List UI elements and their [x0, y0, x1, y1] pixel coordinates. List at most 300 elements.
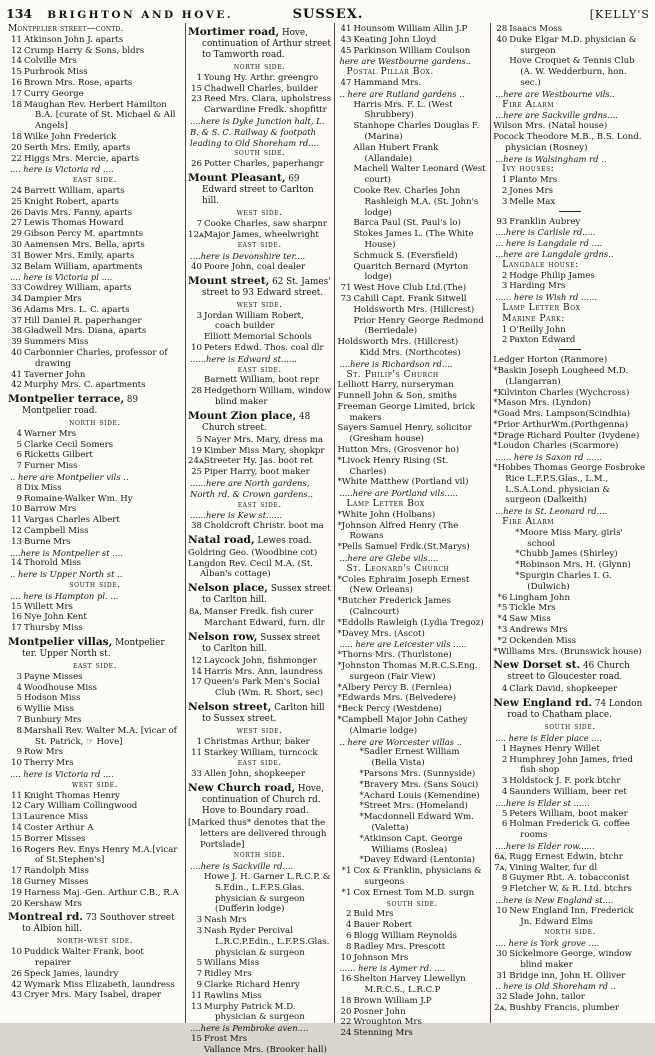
entry-text: Shelton Harvey Llewellyn M.R.C.S., L.R.C.P: [353, 974, 466, 995]
side-label: east side.: [237, 240, 282, 251]
entry: [8, 370, 182, 381]
entry: [493, 35, 647, 57]
entry: [8, 56, 182, 67]
entry: *Atkinson Capt. George Williams (Roslea): [359, 833, 463, 855]
here-note: ......here are North gardens, North rd. & Crown gardens..: [190, 477, 314, 499]
entry-text: Franklin Aubrey: [509, 216, 581, 227]
entry-text: Hammand Mrs.: [353, 77, 422, 88]
entry-text: Therry Mrs: [24, 758, 74, 769]
entry: *Street Mrs. (Homeland): [359, 801, 468, 812]
entry-text: Hodge Philip James: [509, 270, 595, 281]
page-number: 134: [6, 6, 33, 21]
street-description: 89 Montpelier road.: [22, 395, 139, 417]
entry-text: Vallance Mrs. (Brooker hall): [204, 1044, 327, 1055]
house-number: 17: [11, 88, 22, 99]
entry-text: Adams Mrs. L. C. aparts: [24, 304, 130, 315]
smallcaps-label: St. Leonard's Church: [346, 563, 450, 574]
house-number: 18: [340, 995, 352, 1006]
entry-text: Rawlins Miss: [204, 990, 262, 1001]
entry: [188, 991, 331, 1002]
entry-text: Slade John, tailor: [509, 992, 585, 1003]
entry-text: Piper Harry, boot maker: [204, 467, 310, 478]
entry: *Coles Ephraim Joseph Ernest (New Orleans): [337, 574, 470, 596]
house-number: 16: [11, 612, 22, 623]
entry: [188, 446, 331, 457]
entry: [8, 461, 182, 472]
entry-text: Purbrook Miss: [24, 67, 88, 78]
entry: Pocock Theodore M.B., B.S. Lond. physician (Rosney): [493, 131, 642, 153]
house-number: 73: [340, 293, 352, 304]
entry: [8, 450, 182, 461]
entry: [337, 866, 487, 888]
entry: [8, 877, 182, 888]
entry-text: Posner John: [353, 1006, 406, 1017]
house-number: 30: [496, 948, 508, 959]
house-number: 47: [340, 77, 352, 88]
entry-text: Planto Mrs: [509, 175, 558, 186]
entry: [8, 240, 182, 251]
side-label: north-west side.: [56, 936, 134, 947]
house-number: 7: [16, 715, 22, 726]
house-number: 33: [11, 283, 22, 294]
entry-text: Borrer Misses: [24, 833, 86, 844]
entry-text: Christmas Arthur, baker: [204, 736, 310, 747]
house-number: 5: [196, 434, 203, 445]
entry-text: Davis Mrs. Fanny, aparts: [24, 207, 133, 218]
entry-text: Bauer Robert: [353, 920, 413, 931]
entry: [188, 748, 331, 759]
here-note: ....here is Elder row......: [495, 840, 595, 851]
house-number: 15: [11, 833, 22, 844]
house-number: 9: [196, 980, 203, 990]
entry-text: Cowdrey William, aparts: [24, 283, 132, 294]
side-label: east side.: [237, 758, 282, 769]
street-heading: [188, 783, 331, 817]
street-heading: [188, 583, 331, 606]
entry: [188, 656, 331, 667]
house-number: 12: [11, 526, 22, 537]
entry: [493, 809, 647, 820]
house-number: 4: [501, 787, 508, 797]
house-number: 8: [345, 941, 352, 952]
house-number: 15: [191, 83, 203, 94]
house-number: 1: [501, 324, 508, 335]
house-number: 10: [11, 947, 22, 958]
entry-text: Barca Paul (St. Paul's lo): [353, 218, 461, 229]
entry: [493, 949, 647, 971]
house-number: 42: [11, 979, 22, 990]
house-number: 32: [496, 992, 508, 1003]
entry: [8, 515, 182, 526]
entry: [493, 906, 647, 928]
house-number: 11: [191, 990, 203, 1001]
entry: [8, 294, 182, 305]
header-area-title: BRIGHTON AND HOVE.: [47, 9, 233, 21]
section-divider: [493, 346, 647, 355]
entry-text: Serth Mrs. Emily, aparts: [24, 142, 131, 153]
house-number: 24: [11, 185, 22, 196]
house-number: 7ᴀ,: [494, 862, 508, 873]
entry-text: Cary William Collingwood: [24, 801, 138, 812]
street-name: Mount Pleasant,: [188, 171, 286, 184]
entry: *Moore Miss Mary, girls' school: [515, 527, 623, 549]
house-number: 11: [11, 790, 22, 801]
entry-text: Clark David, shopkeeper: [509, 684, 618, 695]
entry: [493, 217, 647, 228]
entry: Goldring Geo. (Woodbine cot): [188, 547, 318, 558]
entry-text: West Hove Club Ltd.(The): [353, 283, 467, 294]
here-note: ...here is St. Leonard rd....: [495, 506, 608, 517]
entry: [8, 337, 182, 348]
here-note: .... here is Victoria rd ....: [10, 164, 114, 175]
house-number: 24ᴀ,: [188, 456, 207, 467]
entry: [188, 737, 331, 748]
entry-text: Murphy Patrick M.D. physician & surgeon: [204, 1001, 305, 1023]
header-left: [6, 3, 264, 22]
house-number: 25: [11, 196, 22, 207]
entry: *Johnson Alfred Henry (The Rowans: [337, 520, 459, 542]
house-number: 37: [11, 315, 22, 326]
side-label: east side.: [72, 175, 118, 186]
house-number: 30: [11, 239, 22, 250]
side-label: east side.: [237, 364, 282, 375]
here-note: ....here is Montpelier st ....: [10, 547, 123, 558]
street-name: Mount street,: [188, 274, 270, 287]
entry: [188, 84, 331, 95]
street-name: Nelson row,: [188, 630, 258, 643]
here-note: ...... here is Saxon rd ......: [495, 452, 603, 463]
entry: [188, 375, 331, 386]
entry: [493, 24, 647, 35]
here-note: ...here is Walsingham rd ..: [495, 153, 607, 164]
entry: [8, 262, 182, 273]
entry: [337, 262, 487, 284]
entry-text: Vining Walter, fur dl: [509, 862, 598, 873]
house-number: 24: [340, 1028, 352, 1039]
here-note: .... here is Victoria pl ....: [10, 272, 113, 283]
house-number: 7: [196, 218, 203, 229]
house-number: 2ᴀ,: [494, 1002, 508, 1013]
entry-text: Ricketts Gilbert: [24, 450, 93, 461]
header-county-title: SUSSEX.: [292, 7, 364, 22]
entry-text: Wroughton Mrs: [353, 1017, 422, 1028]
here-note: .... here is Elder place ....: [495, 733, 602, 744]
entry: [188, 667, 331, 678]
entry: [493, 197, 647, 208]
entry: *Mason Mrs. (Lyndon): [493, 398, 591, 409]
entry: [188, 386, 331, 408]
entry: [8, 602, 182, 613]
here-note: .. here are Montpelier vils ..: [10, 472, 129, 483]
house-number: 4: [16, 682, 22, 693]
entry-text: Major James, wheelwright: [204, 229, 319, 240]
entry-text: Taverner John: [24, 369, 86, 380]
entry: [188, 915, 331, 926]
entry: [493, 863, 647, 874]
entry-text: Aamensen Mrs. Bella, aprts: [24, 239, 145, 250]
entry: *Loudon Charles (Scarmore): [493, 441, 619, 452]
house-number: 4: [345, 920, 352, 931]
smallcaps-label: Ivy houses:: [502, 164, 555, 175]
entry: *Prior ArthurWm.(Porthgenna): [493, 419, 629, 430]
house-number: 6ᴀ,: [494, 851, 508, 862]
street-description: Hove, continuation of Arthur street to Tamworth road.: [202, 28, 331, 60]
side-label: south side.: [234, 148, 286, 159]
entry: [8, 504, 182, 515]
entry: [493, 614, 647, 625]
entry-text: Peters William, boot maker: [509, 808, 628, 819]
house-number: 6: [16, 704, 22, 715]
entry: [8, 483, 182, 494]
entry-text: Ridley Mrs: [204, 969, 252, 980]
entry-text: Colville Mrs: [24, 56, 77, 67]
entry: [8, 208, 182, 219]
entry: [337, 1028, 487, 1039]
here-note: ......here is Edward st......: [190, 353, 297, 364]
entry-text: Kershaw Mrs: [24, 898, 82, 909]
entry: [8, 440, 182, 451]
street-continued-heading: Montpelier street—contd.: [8, 24, 124, 34]
house-number: 20: [11, 142, 22, 153]
entry: [188, 230, 331, 241]
entry: [188, 1034, 331, 1045]
entry: [493, 852, 647, 863]
house-number: 25: [191, 467, 203, 478]
house-number: 15: [11, 67, 22, 78]
entry: [337, 78, 487, 89]
entry: [188, 73, 331, 84]
side-label: north side.: [233, 850, 286, 861]
house-number: 17: [191, 677, 203, 688]
entry: [8, 726, 182, 748]
entry: *White Matthew (Portland vil): [337, 477, 469, 488]
entry-text: Andrews Mrs: [509, 625, 568, 636]
entry: *Sadler Ernest William (Bella Vista): [359, 747, 460, 769]
entry: Ledger Horton (Ranmore): [493, 355, 608, 366]
entry: [493, 603, 647, 614]
entry: [8, 693, 182, 704]
entry: *Davey Edward (Lentonia): [359, 855, 475, 866]
entry: *Pells Samuel Frdk.(St.Marys): [337, 542, 470, 553]
entry-text: Barrow Mrs: [24, 504, 77, 515]
entry: [8, 348, 182, 370]
entry: [8, 990, 182, 1001]
entry: [8, 35, 182, 46]
entry-text: Cooke Charles, saw sharpnr: [204, 218, 327, 229]
street-description: 69 Edward street to Carlton hill.: [202, 173, 314, 206]
entry-text: Higgs Mrs. Mercie, aparts: [24, 153, 139, 164]
street-heading: [8, 637, 182, 660]
entry-text: Bunbury Mrs: [24, 715, 82, 726]
entry: [493, 992, 647, 1003]
entry: [493, 873, 647, 884]
entry: [8, 89, 182, 100]
entry-text: Woodhouse Miss: [24, 682, 97, 693]
street-heading: [8, 912, 182, 935]
entry: [8, 305, 182, 316]
side-label: south side.: [69, 580, 121, 591]
entry-text: Marchant Edward, furn. dlr: [204, 618, 325, 629]
street-heading: [188, 411, 331, 434]
house-number: 38: [191, 521, 203, 532]
smallcaps-label: Marine Park:: [502, 313, 565, 324]
house-number: 2: [501, 335, 508, 346]
entry: [8, 132, 182, 143]
here-note: .. here are Worcester villas ..: [339, 736, 463, 747]
entry-text: Young Hy. Arthr. greengro: [204, 72, 319, 83]
street-description: Carlton hill to Sussex street.: [202, 703, 325, 725]
entry-text: Hove Croquet & Tennis Club (A. W. Wedderburn, hon. sec.): [509, 56, 635, 88]
entry: *Bravery Mrs. (Sans Souci): [359, 779, 479, 790]
side-label: north side.: [544, 927, 596, 938]
house-number: 12: [11, 45, 22, 56]
entry: [188, 926, 331, 958]
house-number: 10: [11, 504, 22, 515]
house-number: 17: [11, 623, 22, 634]
entry-text: Burne Mrs: [24, 536, 71, 547]
entry: [493, 625, 647, 636]
street-description: Sussex street to Carlton hill.: [202, 584, 331, 606]
entry: [8, 704, 182, 715]
page-header: [6, 3, 650, 23]
entry: [8, 888, 182, 899]
entry-text: Isaacs Moss: [509, 24, 563, 34]
house-number: 32: [11, 261, 22, 272]
entry: *Campbell Major John Cathey (Almarie lodge): [337, 715, 468, 736]
street-description: 48 Church street.: [202, 411, 311, 433]
house-number: 6: [16, 450, 22, 461]
house-number: 14: [191, 666, 203, 677]
entry: [337, 35, 487, 46]
house-number: 13: [191, 1001, 203, 1012]
side-label: west side.: [236, 207, 283, 218]
entry: [493, 971, 647, 982]
entry-text: Vargas Charles Albert: [24, 515, 120, 526]
entry: [337, 920, 487, 931]
entry-text: Sickelmore George, window blind maker: [509, 948, 632, 970]
entry: [8, 67, 182, 78]
house-number: 31: [496, 970, 508, 981]
entry: *Thorns Mrs. (Thurlstone): [337, 650, 452, 661]
street-description: 62 St. James' street to 93 Edward street.: [202, 276, 331, 298]
here-note: ...... here is Aymer rd. ....: [339, 963, 446, 974]
house-number: 13: [11, 812, 22, 823]
side-label: north side.: [69, 418, 121, 429]
entry: [8, 801, 182, 812]
section-divider: [493, 208, 647, 217]
entry-text: Stokes James L. (The White House): [353, 229, 474, 250]
entry: [337, 1007, 487, 1018]
house-number: 40: [11, 347, 22, 358]
entry-text: Bushby Francis, plumber: [509, 1002, 619, 1013]
here-note: ....here is Pembroke aven....: [190, 1023, 309, 1034]
here-note: ...here are Langdale grdns..: [495, 248, 614, 259]
entry: [188, 618, 331, 629]
entry: Hutton Mrs. (Grosvenor ho): [337, 445, 460, 456]
entry: [188, 1002, 331, 1024]
side-label: west side.: [236, 299, 283, 310]
here-note: ......here is Kew st......: [190, 510, 283, 521]
entry: [337, 283, 487, 294]
street-heading: [8, 394, 182, 417]
entry-text: Peters Edwd. Thos. coal dlr: [204, 342, 324, 353]
entry: [8, 526, 182, 537]
entry: [493, 271, 647, 282]
entry-text: Gladwell Mrs. Diana, aparts: [24, 326, 147, 337]
entry: [8, 429, 182, 440]
house-number: 43: [340, 34, 352, 45]
entry-text: Nayer Mrs. Mary, dress ma: [204, 434, 323, 445]
entry: [8, 537, 182, 548]
entry-text: Johnson Mrs: [353, 952, 409, 963]
entry-text: Willett Mrs: [24, 601, 73, 612]
entry-text: Rogers Rev. Enys Henry M.A.[vicar of St.Stephen's]: [24, 844, 178, 866]
entry: Freeman George Limited, brick makers: [337, 401, 476, 423]
entry-text: Crump Harry & Sons, bldrs: [24, 45, 145, 56]
entry: Wilson Mrs. (Natal house): [493, 121, 608, 132]
entry: [188, 456, 331, 467]
house-number: 31: [11, 250, 22, 261]
house-number: 19: [191, 445, 203, 456]
here-note: .. here are Rutland gardens ..: [339, 88, 465, 99]
entry-text: Hedgethorn William, window blind maker: [204, 386, 332, 407]
entry: [188, 1045, 331, 1056]
entry-text: Schmuck S. (Eversfield): [353, 250, 458, 261]
entry: [8, 326, 182, 337]
house-number: 9: [16, 493, 22, 504]
entry-text: Harris Mrs. Ann, laundress: [204, 666, 323, 677]
entry: [493, 744, 647, 755]
entry: [493, 787, 647, 798]
entry: [8, 866, 182, 877]
house-number: 3: [196, 310, 203, 321]
entry: [493, 593, 647, 604]
house-number: 1: [501, 175, 508, 186]
entry-text: Furner Miss: [24, 461, 78, 472]
entry: [337, 121, 487, 143]
entry-text: Allen John, shopkeeper: [204, 769, 305, 780]
entry-text: Bower Mrs. Emily, aparts: [24, 250, 135, 261]
entry-text: Queen's Park Men's Social Club (Wm. R. Short, sec): [204, 677, 324, 699]
house-number: 18: [11, 131, 22, 142]
entry-text: Speck James, laundry: [24, 968, 119, 979]
entry: [188, 872, 331, 915]
entry-text: Hounsom William Allin J.P: [353, 24, 468, 34]
house-number: 41: [11, 369, 22, 380]
entry: [337, 294, 487, 305]
entry-text: Reed Mrs. Clara, upholstress: [204, 94, 332, 105]
entry-text: Warner Mrs: [24, 428, 77, 439]
entry-text: Cooke Rev. Charles John Rashleigh M.A. (St. John's lodge): [353, 185, 479, 218]
house-number: 40: [496, 34, 508, 45]
entry-text: Duke Elgar M.D. physician & surgeon: [509, 34, 637, 56]
entry-text: Ockenden Miss: [509, 635, 577, 646]
house-number: 10: [340, 952, 352, 963]
entry: [493, 186, 647, 197]
entry: [188, 311, 331, 333]
entry: *Johnston Thomas M.R.C.S.Eng. surgeon (Fair View): [337, 661, 478, 682]
entry-text: Cox & Franklin, physicians & surgeons: [353, 866, 482, 887]
here-note: .. here is Upper North st ..: [10, 569, 123, 580]
entry-text: Brown Mrs. Rose, aparts: [24, 77, 133, 88]
street-name: Montreal rd.: [8, 911, 83, 924]
house-number: 16: [11, 844, 22, 855]
entry-text: Barnett William, boot repr: [204, 375, 320, 386]
entry: *Goad Mrs. Lampson(Scindhia): [493, 409, 630, 420]
entry-text: Nash Ryder Percival L.R.C.P.Edin., L.F.P.S.Glas. physician & surgeon: [204, 926, 330, 958]
street-description: Montpelier ter. Upper North st.: [22, 638, 165, 660]
entry-text: Kimber Miss Mary, shopkpr: [204, 445, 325, 456]
